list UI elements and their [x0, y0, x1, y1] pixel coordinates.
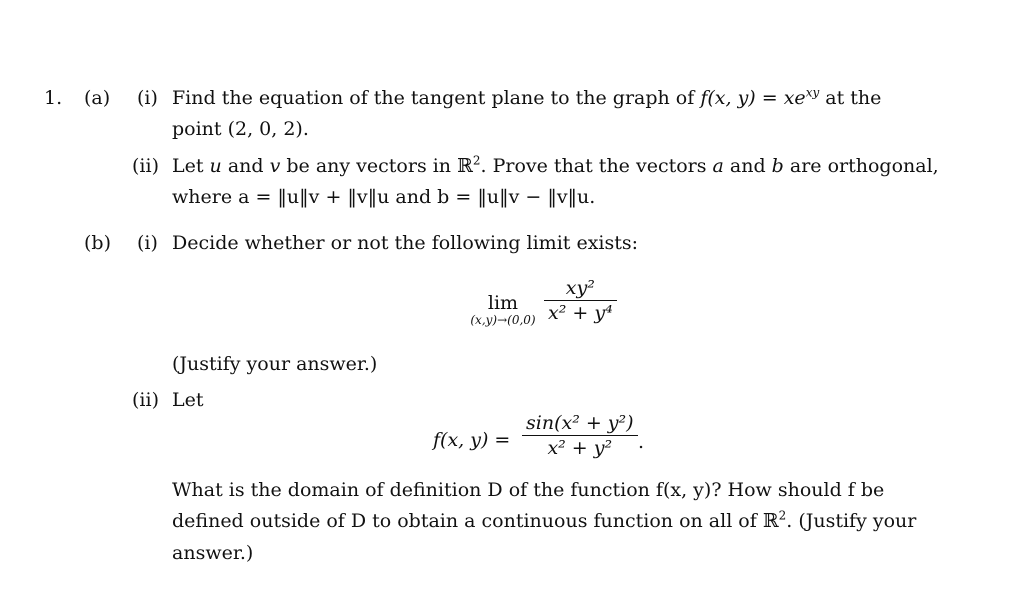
- part-b-ii-line2: [172, 509, 916, 533]
- part-a-i-exponent: xy: [805, 85, 820, 100]
- var-b: b: [771, 155, 784, 177]
- part-b-i-label: (i): [137, 232, 158, 254]
- lim-text: lim: [487, 292, 519, 314]
- lim-subscript: (x,y)→(0,0): [470, 313, 536, 327]
- limit-numerator: xy²: [544, 276, 617, 301]
- justify-text: (Justify your answer.): [172, 353, 378, 375]
- limit-frac: [544, 276, 617, 325]
- part-a-i-line1-pre: Find the equation of the tangent plane to the graph of: [172, 87, 701, 109]
- question-number: 1.: [44, 87, 63, 109]
- part-a-label: (a): [84, 87, 111, 109]
- r2-exponent: 2: [472, 153, 481, 168]
- f-denominator: x² + y²: [547, 437, 613, 459]
- part-a-i-function: f(x, y) = xe: [700, 87, 806, 109]
- var-u: u: [209, 155, 222, 177]
- part-a-ii-label: (ii): [132, 155, 159, 177]
- part-a-i-line1: [172, 86, 881, 110]
- part-a-i-label: (i): [137, 87, 158, 109]
- part-b-ii-label: (ii): [132, 389, 159, 411]
- and-1: and: [221, 155, 270, 177]
- var-a: a: [712, 155, 724, 177]
- let-text: Let: [172, 389, 204, 411]
- part-a-ii-line2: where a = ‖u‖v + ‖v‖u and b = ‖u‖v − ‖v‖u.: [172, 186, 596, 208]
- f-fraction: [522, 411, 638, 460]
- part-b-ii-line2-post: . (Justify your: [786, 510, 917, 532]
- f-lhs: f(x, y) =: [433, 429, 511, 451]
- part-a-ii-pre: Let: [172, 155, 210, 177]
- part-b-ii-line1: What is the domain of definition D of the function f(x, y)? How should f be: [172, 479, 885, 501]
- and-2: and: [723, 155, 772, 177]
- part-a-ii-mid: be any vectors in ℝ: [280, 155, 473, 177]
- part-a-i-line2: point (2, 0, 2).: [172, 118, 309, 140]
- limit-operator: [462, 293, 544, 327]
- part-a-i-line1-post: at the: [819, 87, 882, 109]
- part-b-ii-line2-pre: defined outside of D to obtain a continuous function on all of ℝ: [172, 510, 779, 532]
- part-b-label: (b): [84, 232, 111, 254]
- f-frac: [522, 411, 638, 460]
- f-numerator: sin(x² + y²): [522, 411, 638, 436]
- part-a-ii-line1: [172, 154, 939, 178]
- var-v: v: [269, 155, 281, 177]
- limit-denominator: x² + y⁴: [548, 302, 613, 324]
- r2-exponent-b: 2: [778, 508, 787, 523]
- limit-fraction: [544, 276, 617, 325]
- f-period: .: [638, 431, 645, 453]
- part-b-ii-line3: answer.): [172, 542, 254, 564]
- part-a-ii-post: . Prove that the vectors: [480, 155, 713, 177]
- part-b-i-text: Decide whether or not the following limit exists:: [172, 232, 639, 254]
- part-a-ii-end: are orthogonal,: [783, 155, 939, 177]
